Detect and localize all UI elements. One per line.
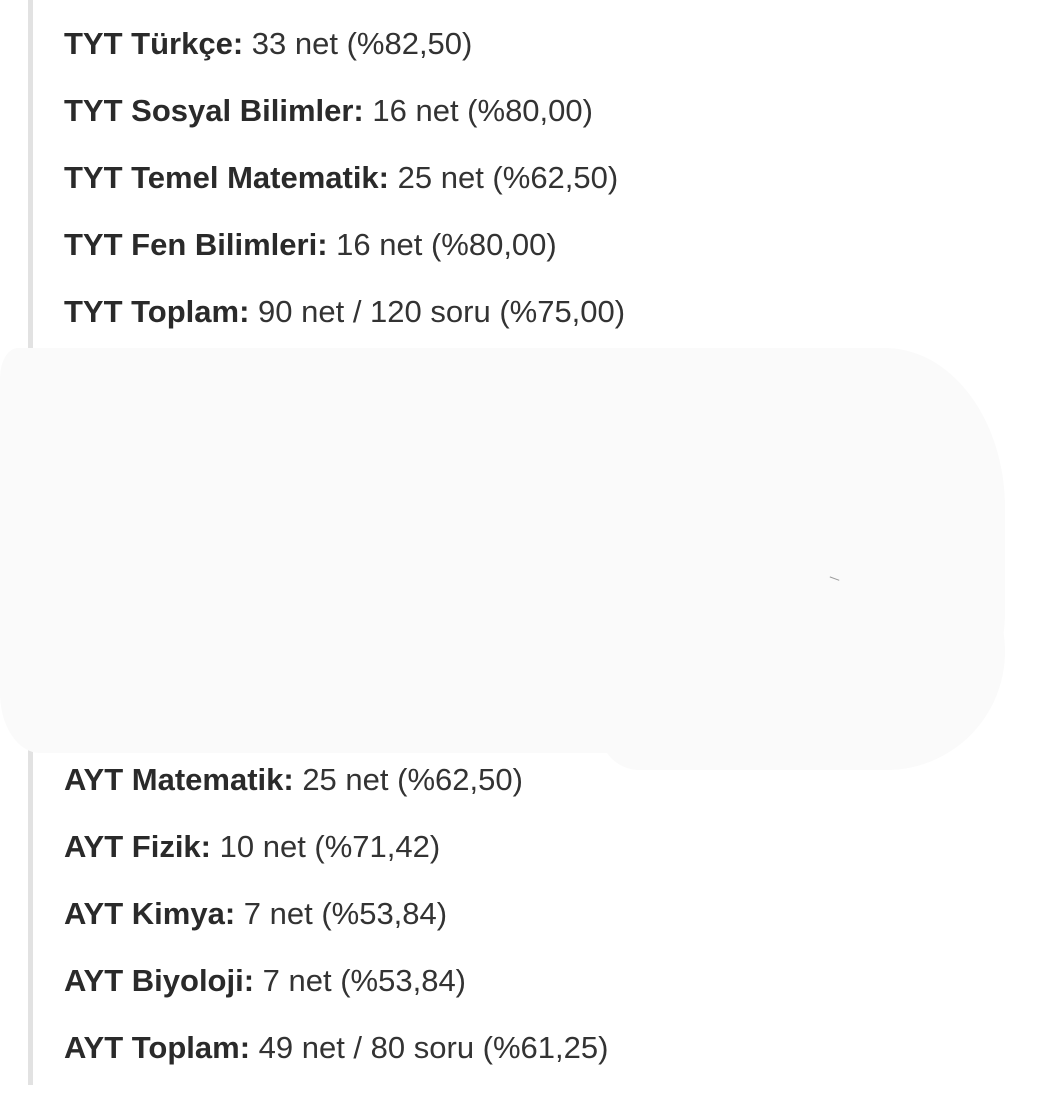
score-value: 7 net (%53,84) bbox=[235, 896, 448, 931]
redacted-area-extension bbox=[600, 520, 1005, 770]
tyt-toplam-row bbox=[64, 290, 625, 357]
score-value: 25 net (%62,50) bbox=[293, 762, 523, 797]
score-value: 7 net (%53,84) bbox=[254, 963, 467, 998]
ayt-kimya-row bbox=[64, 892, 608, 959]
score-label: AYT Toplam: bbox=[64, 1030, 251, 1065]
score-value: 33 net (%82,50) bbox=[243, 26, 473, 61]
tyt-turkce-row bbox=[64, 22, 625, 89]
score-label: TYT Toplam: bbox=[64, 294, 250, 329]
ayt-matematik-row bbox=[64, 758, 608, 825]
score-label: TYT Türkçe: bbox=[64, 26, 244, 61]
blockquote-bar-bottom bbox=[28, 740, 33, 1085]
ayt-biyoloji-row bbox=[64, 959, 608, 1026]
score-label: TYT Fen Bilimleri: bbox=[64, 227, 328, 262]
score-value: 10 net (%71,42) bbox=[211, 829, 441, 864]
score-value: 16 net (%80,00) bbox=[327, 227, 557, 262]
score-label: AYT Fizik: bbox=[64, 829, 211, 864]
score-label: AYT Kimya: bbox=[64, 896, 236, 931]
tyt-matematik-row bbox=[64, 156, 625, 223]
ayt-fizik-row bbox=[64, 825, 608, 892]
score-label: TYT Temel Matematik: bbox=[64, 160, 390, 195]
score-value: 90 net / 120 soru (%75,00) bbox=[249, 294, 626, 329]
score-value: 49 net / 80 soru (%61,25) bbox=[250, 1030, 609, 1065]
tyt-fen-row bbox=[64, 223, 625, 290]
tyt-score-list bbox=[64, 22, 625, 357]
ayt-toplam-row bbox=[64, 1026, 608, 1093]
score-label: AYT Matematik: bbox=[64, 762, 294, 797]
score-value: 25 net (%62,50) bbox=[389, 160, 619, 195]
score-label: AYT Biyoloji: bbox=[64, 963, 255, 998]
tyt-sosyal-row bbox=[64, 89, 625, 156]
blockquote-bar-top bbox=[28, 0, 33, 348]
score-value: 16 net (%80,00) bbox=[363, 93, 593, 128]
score-label: TYT Sosyal Bilimler: bbox=[64, 93, 364, 128]
ayt-score-list bbox=[64, 758, 608, 1093]
